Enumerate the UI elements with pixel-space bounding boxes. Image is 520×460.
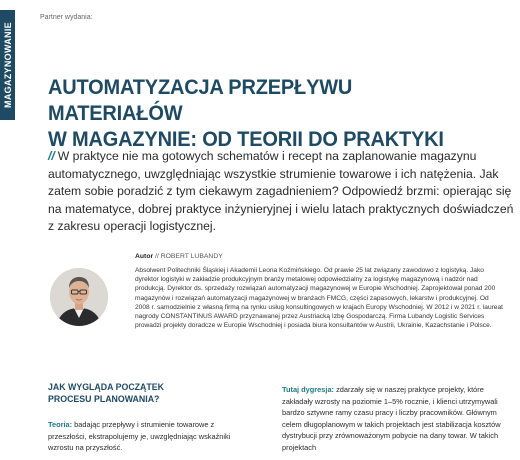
author-bio: Absolwent Politechniki Śląskiej i Akademii Leona Koźmińskiego. Od prawie 25 lat związany zawodowo z logistyką. Jako dyrektor logistyki w zakładzie produkcyjnym branży metalowej odpowiedzialny za logistykę magazynową i nadzór nad produkcją. Dyrektor ds. sprzedaży rozwiązań automatyzacji magazynowej w Europie Wschodniej. Zaprojektował ponad 200 magazynów i rozwiązań automatyzacji magazynowej w branżach FMCG, części zapasowych, lekarstw i produkcyjnej. Od 2008 r. samodzielnie z własną firmą na rynku usług konsultingowych w krajach Europy Wschodniej. W 2012 i w 2021 r. laureat nagrody CONSTANTINUS AWARD przyznawanej przez Austriacką Izbę Gospodarczą. Firma Lubandy Logistic Services prowadzi projekty doradcze w Europie Wschodniej i posiada biura konsultantów w Austrii, Ukrainie, Kazachstanie i Polsce.: [135, 267, 503, 330]
left-paragraph-label: Teoria:: [48, 420, 73, 429]
partner-label: Partner wydania:: [40, 14, 93, 21]
author-portrait-illustration: [50, 268, 108, 326]
section-heading: [48, 382, 248, 405]
left-column: [48, 382, 248, 454]
lead-text: W praktyce nie ma gotowych schematów i recept na zaplanowanie magazynu automatycznego, uwzględniając wszystkie strumienie towarowe i ich natężenia. Jak zatem sobie poradzić z tym ciekawym zagadnieniem? Odpowiedź brzmi: opierając się na matematyce, dobrej praktyce inżynieryjnej i wielu latach praktycznych doświadczeń z zakresu operacji logistycznej.: [48, 149, 514, 233]
right-paragraph: [282, 384, 510, 454]
author-prefix: Autor: [135, 253, 154, 260]
lead-slashes: //: [48, 149, 55, 163]
section-heading-line-1: JAK WYGLĄDA POCZĄTEK: [48, 382, 164, 392]
author-name: ROBERT LUBANDY: [160, 253, 223, 260]
author-photo: [50, 268, 108, 326]
left-paragraph: [48, 419, 248, 454]
article-title: [48, 74, 476, 152]
article-lead: [48, 148, 514, 236]
right-column: [282, 384, 510, 454]
right-paragraph-text: zdarzały się w naszej praktyce projekty, które zakładały wzrosty na poziomie 1–5% rocznie, i klienci utrzymywali bardzo sztywne ramy czasu pracy i liczby pracowników. Głównym celem długoplanowym w takich projektach jest stabilizacja kosztów dystrybucji przy zrównoważonym pobycie na dany towar. W takich projektach: [282, 385, 501, 452]
right-paragraph-label: Tutaj dygresja:: [282, 385, 335, 394]
section-side-label: MAGAZYNOWANIE: [2, 22, 13, 108]
title-line-2: W MAGAZYNIE: OD TEORII DO PRAKTYKI: [48, 127, 444, 151]
section-side-tab: [0, 10, 15, 120]
left-paragraph-text: badając przepływy i strumienie towarowe z przeszłości, ekstrapolujemy je, uwzględniając wskaźniki wzrostu na przyszłość.: [48, 420, 231, 453]
title-line-1: AUTOMATYZACJA PRZEPŁYWU MATERIAŁÓW: [48, 75, 353, 125]
section-heading-line-2: PROCESU PLANOWANIA?: [48, 393, 160, 404]
author-line: [135, 253, 223, 260]
author-separator: //: [153, 253, 161, 260]
